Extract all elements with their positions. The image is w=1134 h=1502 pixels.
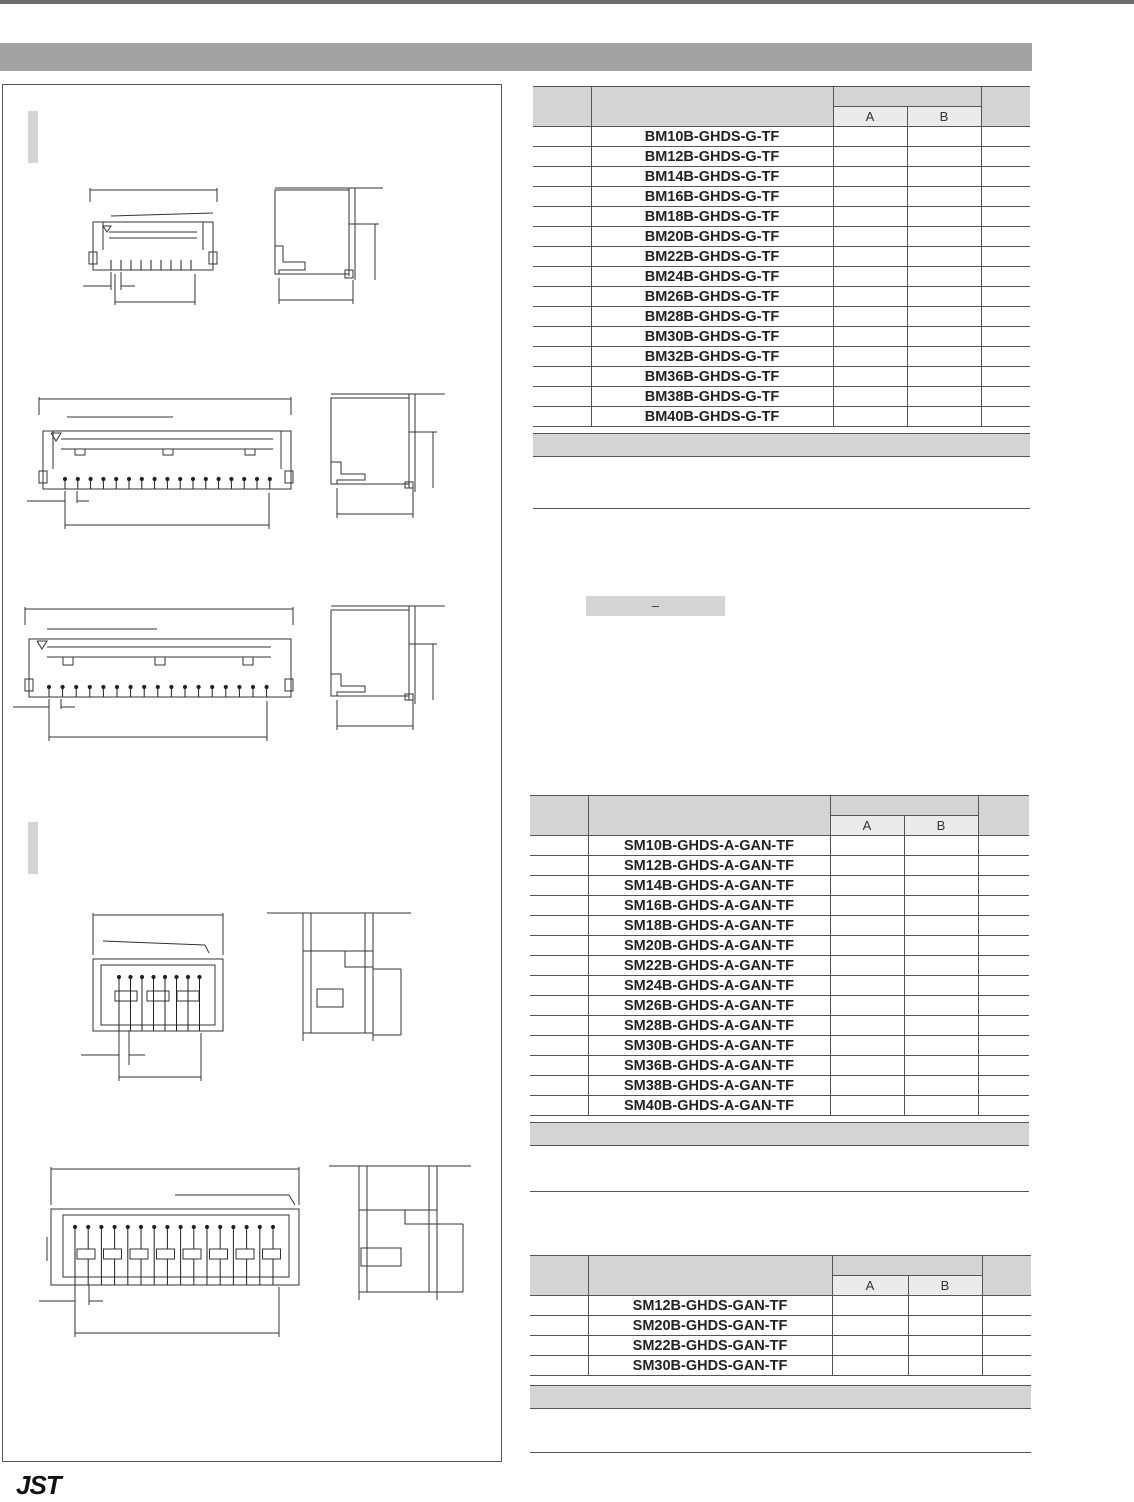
cell-blank bbox=[530, 1036, 588, 1056]
part-number-cell: BM16B-GHDS-G-TF bbox=[591, 187, 833, 207]
part-number-cell: BM22B-GHDS-G-TF bbox=[591, 247, 833, 267]
dim-a-cell bbox=[833, 187, 907, 207]
dim-a-cell bbox=[833, 387, 907, 407]
dim-b-cell bbox=[904, 1056, 978, 1076]
part-number-cell: SM38B-GHDS-A-GAN-TF bbox=[588, 1076, 830, 1096]
part-number-cell: BM36B-GHDS-G-TF bbox=[591, 367, 833, 387]
col-header-qty bbox=[981, 87, 1030, 127]
qty-cell bbox=[978, 856, 1029, 876]
table-row bbox=[533, 387, 1030, 407]
qty-cell bbox=[981, 287, 1030, 307]
table-row bbox=[530, 976, 1029, 996]
table-row bbox=[530, 1356, 1031, 1376]
table-row bbox=[530, 936, 1029, 956]
dim-a-cell bbox=[832, 1356, 908, 1376]
dim-a-cell bbox=[833, 267, 907, 287]
dim-a-cell bbox=[833, 207, 907, 227]
table-row bbox=[530, 1316, 1031, 1336]
dim-b-cell bbox=[907, 247, 981, 267]
col-subheader-a: A bbox=[833, 107, 907, 127]
qty-cell bbox=[978, 1096, 1029, 1116]
drawing-front-small bbox=[63, 180, 243, 320]
dim-b-cell bbox=[907, 227, 981, 247]
part-number-cell: SM20B-GHDS-GAN-TF bbox=[588, 1316, 832, 1336]
table-row bbox=[533, 167, 1030, 187]
qty-cell bbox=[981, 147, 1030, 167]
dim-a-cell bbox=[832, 1296, 908, 1316]
part-number-cell: BM14B-GHDS-G-TF bbox=[591, 167, 833, 187]
dim-b-cell bbox=[907, 327, 981, 347]
dim-b-cell bbox=[904, 836, 978, 856]
cell-blank bbox=[533, 187, 591, 207]
cell-blank bbox=[530, 1296, 588, 1316]
part-number-cell: BM10B-GHDS-G-TF bbox=[591, 127, 833, 147]
col-header-qty bbox=[982, 1256, 1031, 1296]
cell-blank bbox=[533, 127, 591, 147]
dim-b-cell bbox=[904, 1076, 978, 1096]
spec-table-sm-gan bbox=[530, 1255, 1031, 1376]
dim-b-cell bbox=[904, 956, 978, 976]
dim-a-cell bbox=[830, 936, 904, 956]
qty-cell bbox=[978, 996, 1029, 1016]
dim-b-cell bbox=[907, 307, 981, 327]
dim-b-cell bbox=[907, 147, 981, 167]
part-number-cell: SM30B-GHDS-GAN-TF bbox=[588, 1356, 832, 1376]
cell-blank bbox=[533, 387, 591, 407]
table-row bbox=[530, 1076, 1029, 1096]
dim-a-cell bbox=[830, 1056, 904, 1076]
cell-blank bbox=[530, 856, 588, 876]
dim-b-cell bbox=[907, 287, 981, 307]
cell-blank bbox=[533, 227, 591, 247]
cell-blank bbox=[533, 267, 591, 287]
cell-blank bbox=[530, 1356, 588, 1376]
cell-blank bbox=[533, 407, 591, 427]
dim-b-cell bbox=[907, 407, 981, 427]
dim-b-cell bbox=[904, 1096, 978, 1116]
cell-blank bbox=[533, 247, 591, 267]
qty-cell bbox=[981, 187, 1030, 207]
qty-cell bbox=[978, 936, 1029, 956]
table-row bbox=[530, 1096, 1029, 1116]
spec-table-sm-a bbox=[530, 795, 1029, 1116]
dim-b-cell bbox=[904, 996, 978, 1016]
col-header-dimension bbox=[833, 87, 981, 107]
col-header-dimension bbox=[832, 1256, 982, 1276]
qty-cell bbox=[982, 1316, 1031, 1336]
cell-blank bbox=[530, 1016, 588, 1036]
table-row bbox=[530, 1336, 1031, 1356]
cell-blank bbox=[530, 1336, 588, 1356]
qty-cell bbox=[981, 327, 1030, 347]
qty-cell bbox=[981, 367, 1030, 387]
dim-a-cell bbox=[830, 1016, 904, 1036]
table-row bbox=[533, 127, 1030, 147]
table-row bbox=[530, 1056, 1029, 1076]
drawing-side-wide-2 bbox=[325, 600, 450, 735]
spec-table-bm bbox=[533, 86, 1030, 427]
dim-a-cell bbox=[833, 247, 907, 267]
col-header-dimension bbox=[830, 796, 978, 816]
table-row bbox=[530, 1016, 1029, 1036]
table-row bbox=[533, 227, 1030, 247]
qty-cell bbox=[978, 876, 1029, 896]
dim-a-cell bbox=[830, 996, 904, 1016]
cell-blank bbox=[533, 207, 591, 227]
table-row bbox=[530, 896, 1029, 916]
qty-cell bbox=[978, 1016, 1029, 1036]
cell-blank bbox=[533, 327, 591, 347]
dim-a-cell bbox=[833, 307, 907, 327]
cell-blank bbox=[530, 876, 588, 896]
table-row bbox=[530, 916, 1029, 936]
cell-blank bbox=[530, 1056, 588, 1076]
table-row bbox=[530, 856, 1029, 876]
qty-cell bbox=[978, 836, 1029, 856]
drawing-front-wide-1 bbox=[23, 393, 308, 533]
col-subheader-b: B bbox=[908, 1276, 982, 1296]
col-header-blank-1 bbox=[530, 796, 588, 836]
dim-a-cell bbox=[833, 367, 907, 387]
col-header-qty bbox=[978, 796, 1029, 836]
table-row bbox=[530, 1036, 1029, 1056]
qty-cell bbox=[981, 347, 1030, 367]
note-band-3 bbox=[530, 1385, 1031, 1409]
part-number-cell: SM14B-GHDS-A-GAN-TF bbox=[588, 876, 830, 896]
table-row bbox=[533, 207, 1030, 227]
dim-b-cell bbox=[907, 267, 981, 287]
section-bar-top bbox=[28, 111, 38, 163]
qty-cell bbox=[981, 167, 1030, 187]
qty-cell bbox=[978, 896, 1029, 916]
cell-blank bbox=[530, 916, 588, 936]
drawing-front-side-entry-wide bbox=[33, 1165, 313, 1345]
col-subheader-a: A bbox=[830, 816, 904, 836]
part-number-cell: SM22B-GHDS-GAN-TF bbox=[588, 1336, 832, 1356]
part-number-cell: BM20B-GHDS-G-TF bbox=[591, 227, 833, 247]
part-number-cell: BM24B-GHDS-G-TF bbox=[591, 267, 833, 287]
dim-a-cell bbox=[830, 896, 904, 916]
col-header-model bbox=[591, 87, 833, 127]
drawing-side-wide-1 bbox=[325, 388, 450, 523]
table-row bbox=[533, 247, 1030, 267]
cell-blank bbox=[530, 836, 588, 856]
part-number-cell: BM40B-GHDS-G-TF bbox=[591, 407, 833, 427]
note-band-1 bbox=[533, 433, 1030, 457]
dim-b-cell bbox=[908, 1316, 982, 1336]
dim-a-cell bbox=[830, 956, 904, 976]
note-line-3 bbox=[530, 1452, 1031, 1453]
dim-a-cell bbox=[833, 147, 907, 167]
cell-blank bbox=[530, 896, 588, 916]
note-band-2 bbox=[530, 1122, 1029, 1146]
qty-cell bbox=[978, 976, 1029, 996]
cell-blank bbox=[530, 1316, 588, 1336]
cell-blank bbox=[533, 167, 591, 187]
qty-cell bbox=[982, 1356, 1031, 1376]
dim-a-cell bbox=[830, 856, 904, 876]
table-row bbox=[530, 1296, 1031, 1316]
part-number-cell: SM10B-GHDS-A-GAN-TF bbox=[588, 836, 830, 856]
col-subheader-b: B bbox=[907, 107, 981, 127]
part-number-cell: BM12B-GHDS-G-TF bbox=[591, 147, 833, 167]
dash-value-box: – bbox=[586, 596, 725, 616]
header-band bbox=[0, 43, 1032, 71]
dim-a-cell bbox=[830, 916, 904, 936]
col-subheader-b: B bbox=[904, 816, 978, 836]
qty-cell bbox=[981, 307, 1030, 327]
drawing-front-side-entry-small bbox=[73, 905, 243, 1085]
table-row bbox=[530, 956, 1029, 976]
dim-a-cell bbox=[833, 327, 907, 347]
dim-b-cell bbox=[904, 1016, 978, 1036]
dim-a-cell bbox=[833, 167, 907, 187]
qty-cell bbox=[978, 1056, 1029, 1076]
part-number-cell: SM20B-GHDS-A-GAN-TF bbox=[588, 936, 830, 956]
drawing-front-wide-2 bbox=[13, 605, 308, 745]
dim-b-cell bbox=[908, 1296, 982, 1316]
table-row bbox=[530, 836, 1029, 856]
part-number-cell: SM40B-GHDS-A-GAN-TF bbox=[588, 1096, 830, 1116]
dim-b-cell bbox=[907, 367, 981, 387]
dim-a-cell bbox=[830, 1076, 904, 1096]
dim-b-cell bbox=[904, 976, 978, 996]
note-line-1 bbox=[533, 508, 1030, 509]
dim-b-cell bbox=[904, 896, 978, 916]
dim-a-cell bbox=[833, 227, 907, 247]
part-number-cell: BM32B-GHDS-G-TF bbox=[591, 347, 833, 367]
part-number-cell: SM28B-GHDS-A-GAN-TF bbox=[588, 1016, 830, 1036]
table-row bbox=[533, 287, 1030, 307]
dim-a-cell bbox=[832, 1316, 908, 1336]
table-row bbox=[533, 307, 1030, 327]
part-number-cell: SM12B-GHDS-GAN-TF bbox=[588, 1296, 832, 1316]
dim-a-cell bbox=[833, 407, 907, 427]
cell-blank bbox=[530, 996, 588, 1016]
part-number-cell: BM38B-GHDS-G-TF bbox=[591, 387, 833, 407]
dim-b-cell bbox=[904, 916, 978, 936]
dim-b-cell bbox=[907, 187, 981, 207]
part-number-cell: BM26B-GHDS-G-TF bbox=[591, 287, 833, 307]
table-row bbox=[533, 407, 1030, 427]
qty-cell bbox=[978, 1036, 1029, 1056]
cell-blank bbox=[533, 347, 591, 367]
dim-b-cell bbox=[908, 1356, 982, 1376]
cell-blank bbox=[533, 307, 591, 327]
cell-blank bbox=[530, 1076, 588, 1096]
qty-cell bbox=[982, 1296, 1031, 1316]
cell-blank bbox=[533, 287, 591, 307]
col-subheader-a: A bbox=[832, 1276, 908, 1296]
cell-blank bbox=[530, 936, 588, 956]
col-header-model bbox=[588, 796, 830, 836]
drawing-side-side-entry-small bbox=[265, 905, 415, 1045]
col-header-model bbox=[588, 1256, 832, 1296]
dim-b-cell bbox=[904, 876, 978, 896]
table-row bbox=[533, 347, 1030, 367]
table-row bbox=[530, 876, 1029, 896]
part-number-cell: SM26B-GHDS-A-GAN-TF bbox=[588, 996, 830, 1016]
cell-blank bbox=[530, 1096, 588, 1116]
part-number-cell: BM28B-GHDS-G-TF bbox=[591, 307, 833, 327]
dim-b-cell bbox=[907, 347, 981, 367]
part-number-cell: SM18B-GHDS-A-GAN-TF bbox=[588, 916, 830, 936]
dim-b-cell bbox=[907, 167, 981, 187]
qty-cell bbox=[981, 387, 1030, 407]
part-number-cell: SM22B-GHDS-A-GAN-TF bbox=[588, 956, 830, 976]
qty-cell bbox=[978, 956, 1029, 976]
table-row bbox=[530, 996, 1029, 1016]
cell-blank bbox=[533, 367, 591, 387]
section-bar-bottom bbox=[28, 822, 38, 874]
col-header-blank-1 bbox=[530, 1256, 588, 1296]
col-header-blank-1 bbox=[533, 87, 591, 127]
part-number-cell: SM24B-GHDS-A-GAN-TF bbox=[588, 976, 830, 996]
qty-cell bbox=[981, 227, 1030, 247]
dim-b-cell bbox=[904, 856, 978, 876]
dim-a-cell bbox=[833, 287, 907, 307]
dim-a-cell bbox=[830, 1036, 904, 1056]
dim-a-cell bbox=[833, 127, 907, 147]
cell-blank bbox=[530, 976, 588, 996]
qty-cell bbox=[981, 267, 1030, 287]
qty-cell bbox=[981, 247, 1030, 267]
drawing-panel bbox=[2, 84, 502, 1462]
jst-logo: JST bbox=[16, 1470, 61, 1500]
dim-a-cell bbox=[830, 876, 904, 896]
part-number-cell: BM18B-GHDS-G-TF bbox=[591, 207, 833, 227]
dim-a-cell bbox=[830, 976, 904, 996]
part-number-cell: SM36B-GHDS-A-GAN-TF bbox=[588, 1056, 830, 1076]
dim-b-cell bbox=[907, 127, 981, 147]
dim-b-cell bbox=[907, 387, 981, 407]
part-number-cell: SM30B-GHDS-A-GAN-TF bbox=[588, 1036, 830, 1056]
cell-blank bbox=[530, 956, 588, 976]
qty-cell bbox=[981, 407, 1030, 427]
cell-blank bbox=[533, 147, 591, 167]
part-number-cell: BM30B-GHDS-G-TF bbox=[591, 327, 833, 347]
dim-a-cell bbox=[832, 1336, 908, 1356]
note-line-2 bbox=[530, 1191, 1029, 1192]
table-row bbox=[533, 187, 1030, 207]
dim-b-cell bbox=[904, 1036, 978, 1056]
qty-cell bbox=[982, 1336, 1031, 1356]
qty-cell bbox=[978, 916, 1029, 936]
part-number-cell: SM12B-GHDS-A-GAN-TF bbox=[588, 856, 830, 876]
dim-a-cell bbox=[833, 347, 907, 367]
dim-b-cell bbox=[904, 936, 978, 956]
dim-a-cell bbox=[830, 1096, 904, 1116]
drawing-side-side-entry-wide bbox=[325, 1160, 475, 1310]
table-row bbox=[533, 327, 1030, 347]
drawing-side-small bbox=[265, 180, 395, 310]
table-row bbox=[533, 147, 1030, 167]
part-number-cell: SM16B-GHDS-A-GAN-TF bbox=[588, 896, 830, 916]
table-row bbox=[533, 267, 1030, 287]
dim-b-cell bbox=[907, 207, 981, 227]
qty-cell bbox=[978, 1076, 1029, 1096]
table-row bbox=[533, 367, 1030, 387]
top-rule bbox=[0, 0, 1134, 4]
qty-cell bbox=[981, 207, 1030, 227]
dim-a-cell bbox=[830, 836, 904, 856]
dim-b-cell bbox=[908, 1336, 982, 1356]
qty-cell bbox=[981, 127, 1030, 147]
